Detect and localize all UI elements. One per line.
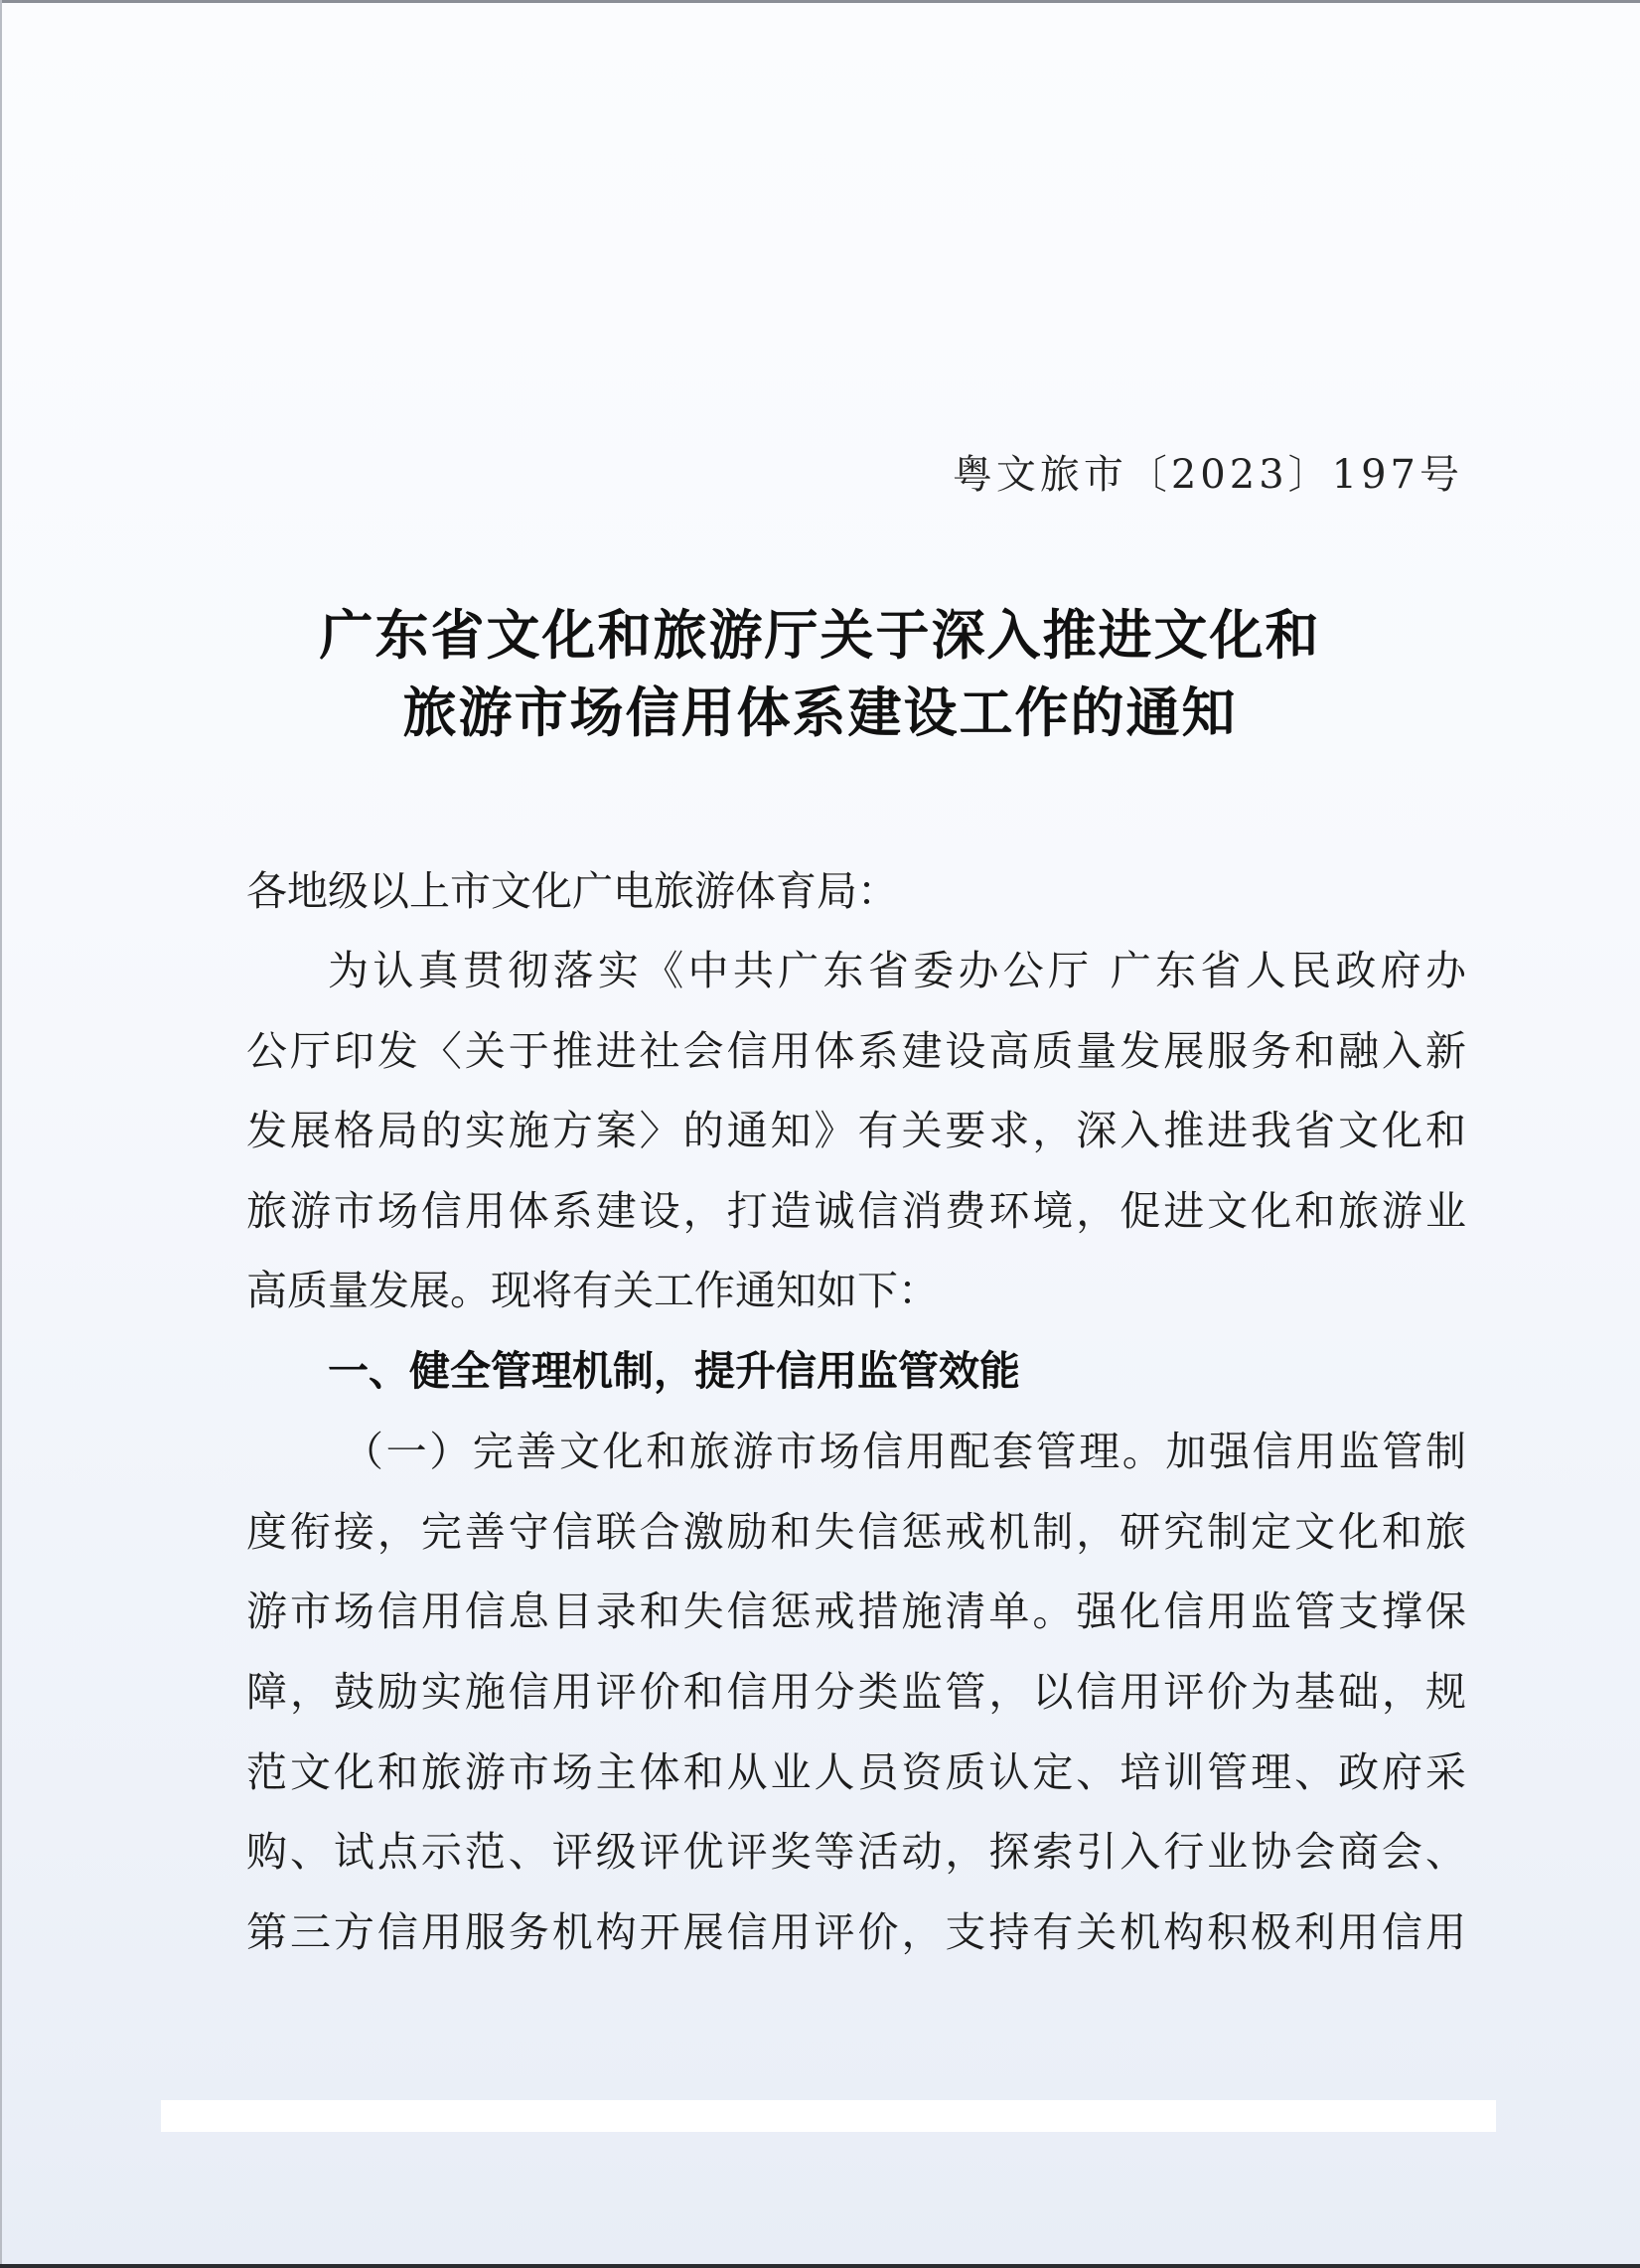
paragraph-line: （一）完善文化和旅游市场信用配套管理。加强信用监管制 — [343, 1428, 1466, 1475]
document-number: 粤文旅市〔2023〕197号 — [952, 452, 1463, 498]
section-heading: 一、健全管理机制，提升信用监管效能 — [328, 1347, 1020, 1395]
paragraph-line: 第三方信用服务机构开展信用评价，支持有关机构积极利用信用 — [246, 1908, 1466, 1956]
paragraph-line: 发展格局的实施方案〉的通知》有关要求，深入推进我省文化和 — [246, 1107, 1466, 1154]
paragraph-line: 游市场信用信息目录和失信惩戒措施清单。强化信用监管支撑保 — [246, 1588, 1466, 1635]
document-title-line-1: 广东省文化和旅游厅关于深入推进文化和 — [319, 603, 1321, 667]
scan-bottom-edge — [0, 2264, 1640, 2268]
paragraph-line: 度衔接，完善守信联合激励和失信惩戒机制，研究制定文化和旅 — [246, 1508, 1466, 1556]
redaction-bar — [161, 2100, 1496, 2132]
paragraph-line: 高质量发展。现将有关工作通知如下： — [246, 1267, 939, 1314]
scan-top-edge — [0, 0, 1640, 3]
paragraph-line: 购、试点示范、评级评优评奖等活动，探索引入行业协会商会、 — [246, 1828, 1466, 1876]
document-title-line-2: 旅游市场信用体系建设工作的通知 — [402, 680, 1238, 744]
paragraph-line: 旅游市场信用体系建设，打造诚信消费环境，促进文化和旅游业 — [246, 1187, 1466, 1235]
addressee: 各地级以上市文化广电旅游体育局： — [246, 867, 898, 915]
paragraph-line: 范文化和旅游市场主体和从业人员资质认定、培训管理、政府采 — [246, 1748, 1466, 1796]
paragraph-line: 障，鼓励实施信用评价和信用分类监管，以信用评价为基础，规 — [246, 1668, 1466, 1716]
paragraph-line: 公厅印发〈关于推进社会信用体系建设高质量发展服务和融入新 — [246, 1027, 1466, 1075]
paragraph-line: 为认真贯彻落实《中共广东省委办公厅 广东省人民政府办 — [328, 947, 1466, 994]
scan-left-edge — [0, 0, 2, 2268]
